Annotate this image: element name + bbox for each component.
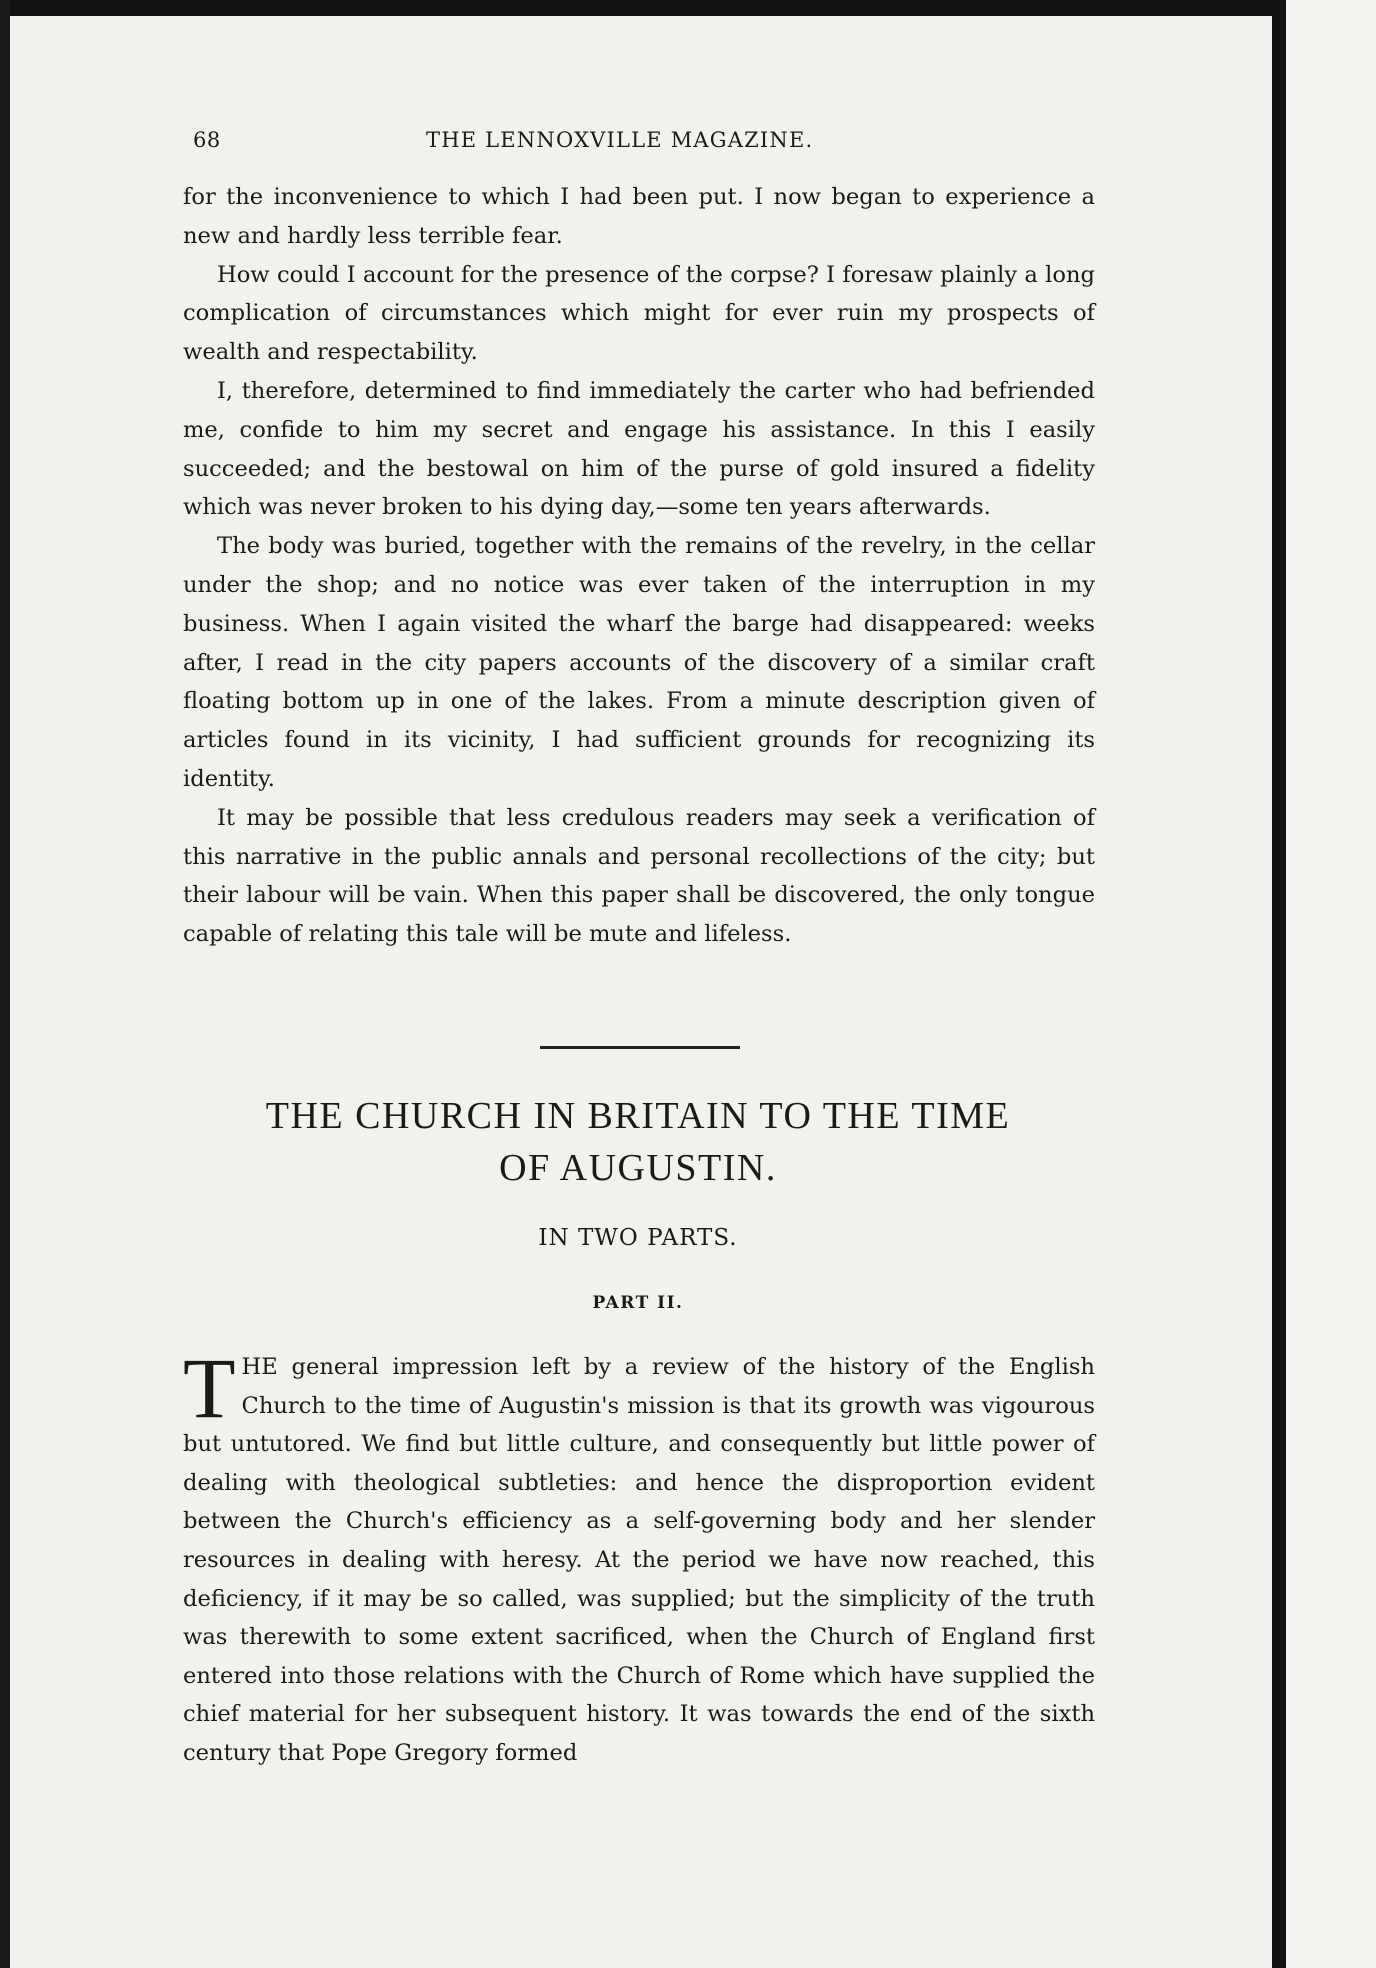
story-paragraph: The body was buried, together with the remains of the revelry, in the cellar under the shop; and no notice was ever taken of the interruption in my business. When I again visited the wharf the barge had disappeared: weeks after, I read in the city papers accounts of the discovery of a similar craft floating bottom up in one of the lakes. From a minute description given of articles found in its vicinity, I had sufficient grounds for recognizing its identity. [183, 533, 1095, 792]
story-text [183, 178, 1095, 954]
story-paragraph: for the inconvenience to which I had been put. I now began to experience a new and hardly less terrible fear. [183, 184, 1095, 249]
running-title: THE LENNOXVILLE MAGAZINE. [426, 128, 814, 152]
story-paragraph: How could I account for the presence of the corpse? I foresaw plainly a long complication of circumstances which might for ever ruin my prospects of wealth and respectability. [183, 261, 1095, 366]
scan-left-border [0, 0, 10, 1968]
scan-right-border [1272, 0, 1286, 1968]
part-heading: PART II. [592, 1293, 684, 1313]
section-divider [540, 1046, 740, 1049]
article-paragraph [183, 1340, 1095, 1773]
story-paragraph: It may be possible that less credulous readers may seek a verification of this narrative in the public annals and personal recollections of the city; but their labour will be vain. When this paper shall be discovered, the only tongue capable of relating this tale will be mute and lifeless. [183, 804, 1095, 948]
page-number: 68 [193, 128, 221, 152]
scan-top-border [0, 0, 1376, 16]
article-title [150, 1090, 1126, 1194]
article-title-line: THE CHURCH IN BRITAIN TO THE TIME [265, 1095, 1011, 1137]
running-header [193, 128, 1093, 162]
article-subtitle: IN TWO PARTS. [538, 1225, 738, 1251]
article-title-line: OF AUGUSTIN. [499, 1147, 777, 1189]
article-opening-text: HE general impression left by a review of the history of the English Church to the time of Augustin's mission is that its growth was vigourous but untutored. We find but little culture, and consequently but little power of dealing with theological subtleties: and hence the disproportion evident between the Church's efficiency as a self-governing body and her slender resources in dealing with heresy. At the period we have now reached, this deficiency, if it may be so called, was supplied; but the simplicity of the truth was therewith to some extent sacrificed, when the Church of England first entered into those relations with the Church of Rome which have supplied the chief material for her subsequent history. It was towards the end of the sixth century that Pope Gregory formed [183, 1354, 1095, 1766]
story-paragraph: I, therefore, determined to find immediately the carter who had befriended me, confide to him my secret and engage his assistance. In this I easily succeeded; and the bestowal on him of the purse of gold insured a fidelity which was never broken to his dying day,—some ten years afterwards. [183, 377, 1095, 521]
scan-right-gutter [1286, 0, 1376, 1968]
drop-cap: T [183, 1340, 236, 1436]
article-text [183, 1340, 1095, 1773]
